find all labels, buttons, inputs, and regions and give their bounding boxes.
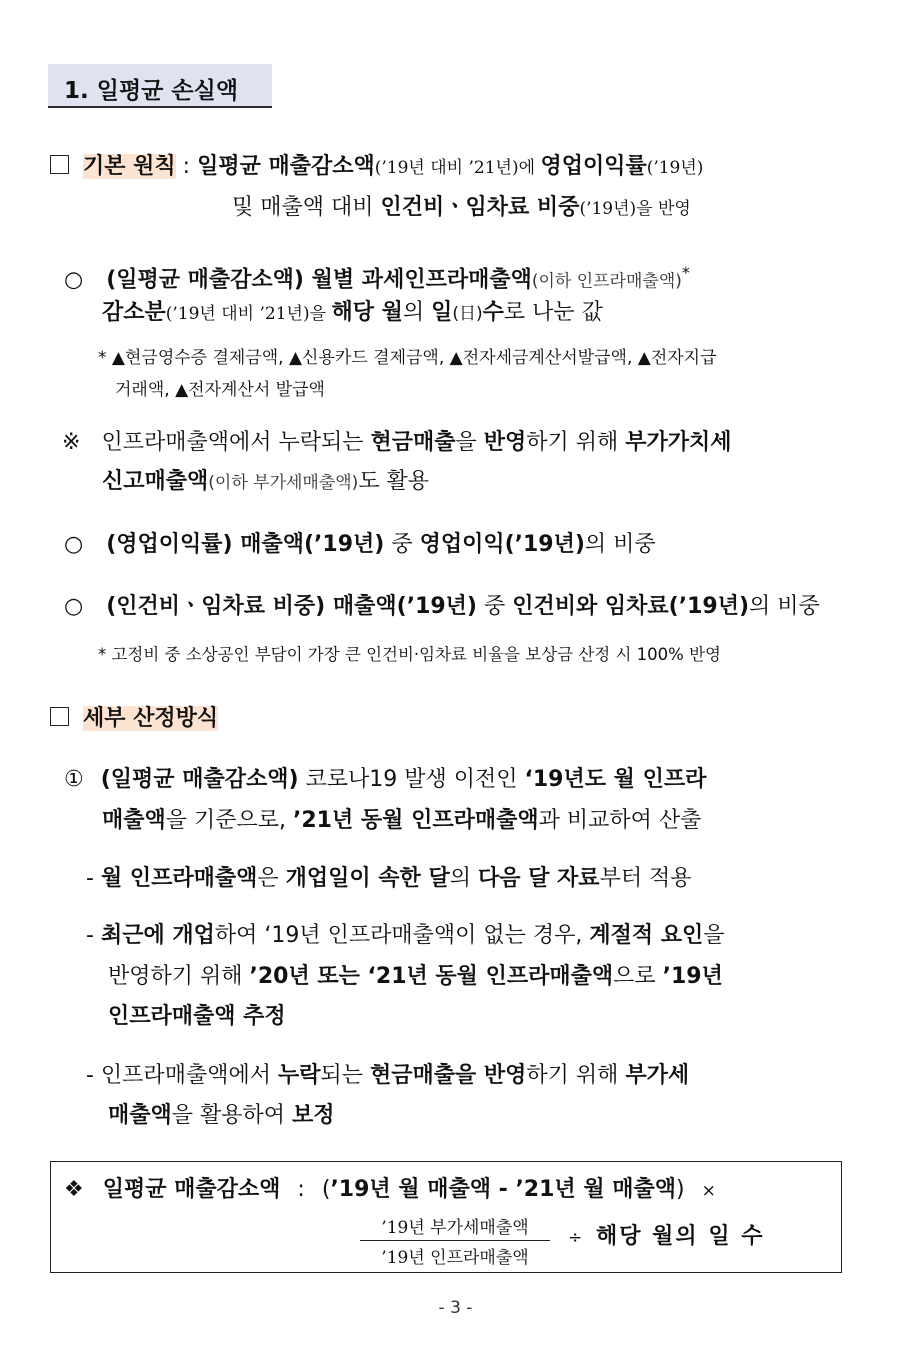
dash2-line-2: 반영하기 위해 ’20년 또는 ‘21년 동월 인프라매출액으로 ’19년 <box>108 964 723 989</box>
detail-heading: 세부 산정방식 <box>83 706 219 731</box>
checkbox-square-icon <box>50 707 69 726</box>
formula-expression: ’19년 월 매출액 - ’21년 월 매출액 <box>330 1177 676 1202</box>
remark-line-1: ※ 인프라매출액에서 누락되는 현금매출을 반영하기 위해 부가가치세 <box>62 430 732 455</box>
dash2-line-3: 인프라매출액 추정 <box>108 1004 286 1029</box>
step1-line-1: ① (일평균 매출감소액) 코로나19 발생 이전인 ‘19년도 월 인프라 <box>64 767 707 792</box>
dash3-line-2: 매출액을 활용하여 보정 <box>108 1103 335 1128</box>
principle-line-1: 기본 원칙 : 일평균 매출감소액(’19년 대비 ’21년)에 영업이익률(’19년) <box>50 152 703 183</box>
fixed-cost-note: * 고정비 중 소상공인 부담이 가장 큰 인건비·임차료 비율을 보상금 산정 시 100% 반영 <box>98 645 721 664</box>
formula-numerator: ’19년 부가세매출액 <box>381 1218 529 1238</box>
sales-item-line-1: ○ (일평균 매출감소액) 월별 과세인프라매출액(이하 인프라매출액)* <box>64 263 690 293</box>
step1-line-2: 매출액을 기준으로, ’21년 동월 인프라매출액과 비교하여 산출 <box>102 808 702 833</box>
profit-item: ○ (영업이익률) 매출액(’19년) 중 영업이익(’19년)의 비중 <box>64 532 656 557</box>
dash1-line: - 월 인프라매출액은 개업일이 속한 달의 다음 달 자료부터 적용 <box>86 866 692 891</box>
dash3-line-1: - 인프라매출액에서 누락되는 현금매출을 반영하기 위해 부가세 <box>86 1063 690 1088</box>
bullet-circle: ○ <box>64 267 84 293</box>
sales-item-line-2: 감소분(’19년 대비 ’21년)을 해당 월의 일(日)수로 나눈 값 <box>102 300 603 325</box>
divide-sign: ÷ <box>568 1228 583 1248</box>
bullet-circle: ○ <box>64 532 84 557</box>
checkbox-square-icon <box>50 155 69 174</box>
step-number: ① <box>64 767 84 792</box>
infra-note-line-2: 거래액, ▲전자계산서 발급액 <box>115 380 325 400</box>
section-title-text: 1. 일평균 손실액 <box>64 78 239 104</box>
formula-label: 일평균 매출감소액 <box>102 1177 281 1202</box>
formula-days: 해당 월의 일 수 <box>596 1224 765 1249</box>
dash2-line-1: - 최근에 개업하여 ‘19년 인프라매출액이 없는 경우, 계절적 요인을 <box>86 923 725 948</box>
bullet-circle: ○ <box>64 594 84 619</box>
remark-symbol: ※ <box>62 430 81 455</box>
page-number: - 3 - <box>438 1298 473 1318</box>
principle-line-2: 및 매출액 대비 인건비ㆍ임차료 비중(’19년)을 반영 <box>232 195 691 220</box>
ratio-item: ○ (인건비ㆍ임차료 비중) 매출액(’19년) 중 인건비와 임차료(’19년)의 비중 <box>64 594 820 619</box>
formula-denominator: ’19년 인프라매출액 <box>381 1248 529 1268</box>
detail-heading-line <box>50 704 218 734</box>
principle-heading: 기본 원칙 <box>83 154 176 179</box>
diamond-icon: ❖ <box>64 1177 84 1202</box>
formula-line-1: ❖ 일평균 매출감소액 : (’19년 월 매출액 - ’21년 월 매출액) × <box>64 1177 716 1202</box>
fraction-bar <box>360 1240 550 1241</box>
remark-line-2: 신고매출액(이하 부가세매출액)도 활용 <box>102 469 430 494</box>
infra-note-line-1: * ▲현금영수증 결제금액, ▲신용카드 결제금액, ▲전자세금계산서발급액, ▲전자지급 <box>98 348 717 368</box>
section-title <box>48 64 272 108</box>
